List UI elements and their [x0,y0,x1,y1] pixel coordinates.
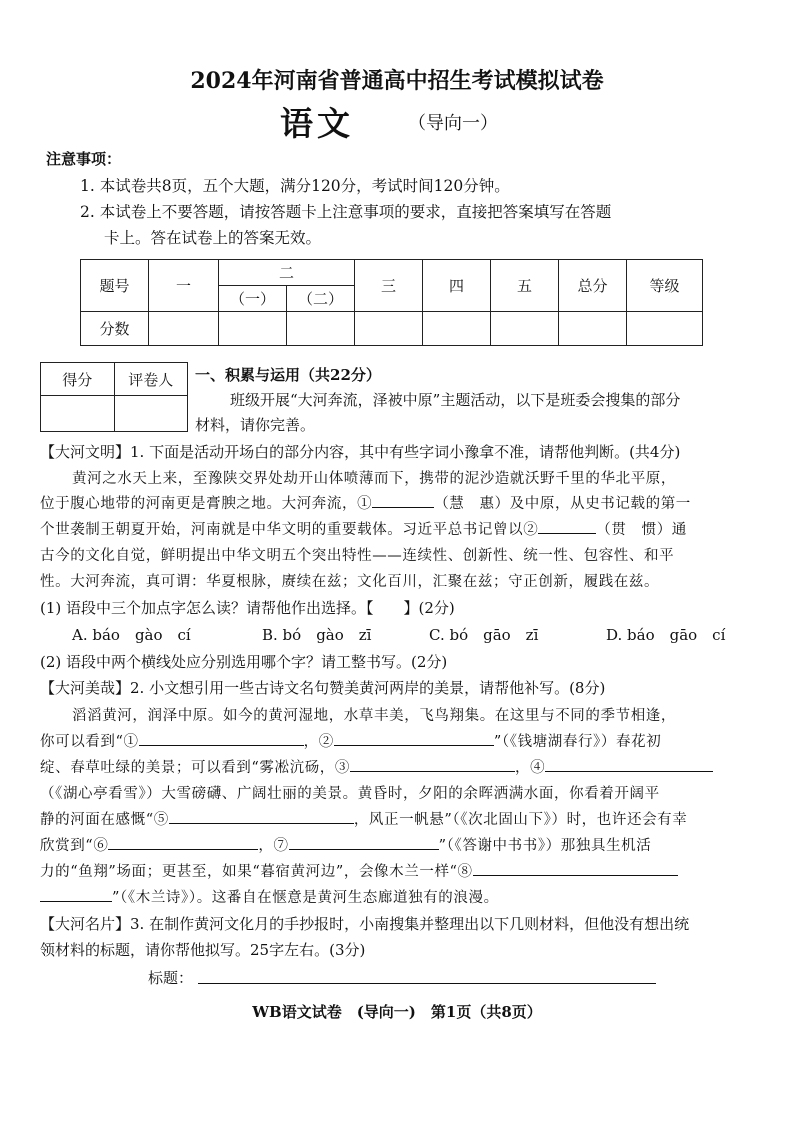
q1-passage-line-1: 黄河之水天上来，至豫陕交界处劫开山体喷薄而下，携带的泥沙造就沃野千里的华北平原， [72,471,676,487]
q3-title-label: 标题： [148,969,194,987]
cell-part-2-sub-1: （一） [219,286,287,312]
cell-part-4: 四 [423,260,491,312]
cell-part-2-sub-2: （二） [287,286,355,312]
q1-passage-2b: （慧 惠）及中原，从史书记载的第一 [434,496,691,512]
q2-line-6a: 欣赏到“⑥ [40,838,109,854]
q2-stem: 【大河美哉】2. 小文想引用一些古诗文名句赞美黄河两岸的美景，请帮他补写。(8分) [40,679,606,697]
section-1-intro-1: 班级开展“大河奔流，泽被中原”主题活动，以下是班委会搜集的部分 [230,391,681,409]
grader-name-label: 评卷人 [114,363,188,396]
q1-sub-2: (2) 语段中两个横线处应分别选用哪个字？请工整书写。(2分) [40,653,448,671]
grader-score-label: 得分 [41,363,115,396]
q1-passage-2a: 位于腹心地带的河南更是膏腴之地。大河奔流，① [40,496,373,512]
q3-stem-2: 领材料的标题，请你帮他拟写。25字左右。(3分) [40,941,366,959]
q2-line-5b: ，风正一帆悬”（《次北固山下》）时，也许还会有幸 [353,812,688,828]
q1-passage-line-2 [40,492,691,513]
q2-blank-3[interactable] [350,758,515,772]
page-footer: WB语文试卷 (导向一) 第1页（共8页） [252,1003,542,1021]
q2-blank-4[interactable] [545,758,713,772]
q1-option-b[interactable]: B. bó gào zī [262,626,372,644]
note-item-2a: 2. 本试卷上不要答题，请按答题卡上注意事项的要求，直接把答案填写在答题 [80,203,612,221]
q1-sub-1: (1) 语段中三个加点字怎么读？请帮他作出选择。【 】(2分) [40,599,455,617]
grader-box [40,362,188,432]
q2-line-3b: ，④ [515,760,546,776]
q1-passage-3b: （贯 惯）通 [596,522,687,538]
q2-line-4: （《湖心亭看雪》）大雪磅礴、广阔壮丽的美景。黄昏时，夕阳的余晖洒满水面，你看着开阔平 [40,786,660,802]
q2-line-8-text: ”（《木兰诗》）。这番自在惬意是黄河生态廊道独有的浪漫。 [112,890,499,906]
q2-line-5a: 静的河面在感慨“⑤ [40,812,169,828]
q2-line-3 [40,756,713,777]
cell-part-2: 二 [219,260,355,286]
q1-option-c[interactable]: C. bó gāo zī [429,626,539,644]
q2-line-3a: 绽、春草吐绿的美景；可以看到“雾凇沆砀，③ [40,760,351,776]
q1-option-d[interactable]: D. báo gāo cí [606,626,726,644]
q2-blank-6[interactable] [108,836,258,850]
cell-part-3: 三 [355,260,423,312]
exam-title: 2024年河南省普通高中招生考试模拟试卷 [190,68,604,94]
guide-label: （导向一） [408,113,498,134]
q2-line-2 [40,730,661,751]
q2-line-5 [40,808,687,829]
score-input-grade[interactable] [627,312,703,346]
score-input-3[interactable] [355,312,423,346]
note-item-2b: 卡上。答在试卷上的答案无效。 [104,229,322,247]
grader-score-cell[interactable] [41,396,115,432]
score-input-total[interactable] [559,312,627,346]
q2-line-8 [40,886,499,907]
q1-stem: 【大河文明】1. 下面是活动开场白的部分内容，其中有些字词小豫拿不准，请帮他判断。(共4分) [40,443,681,461]
cell-part-5: 五 [491,260,559,312]
notes-heading: 注意事项： [46,150,122,168]
score-input-4[interactable] [423,312,491,346]
q1-option-a[interactable]: A. báo gào cí [72,626,191,644]
grader-name-cell[interactable] [114,396,188,432]
q2-line-2c: ”（《钱塘湖春行》）春花初 [493,734,662,750]
q1-blank-1[interactable] [372,494,434,508]
subject-title: 语文 [280,104,354,143]
q2-line-6c: ”（《答谢中书书》）那独具生机活 [438,838,652,854]
cell-total: 总分 [559,260,627,312]
score-input-2b[interactable] [287,312,355,346]
q2-blank-1[interactable] [139,732,304,746]
cell-score-label: 分数 [81,312,149,346]
q1-passage-line-5: 性。大河奔流，真可谓：华夏根脉，赓续在兹；文化百川，汇聚在兹；守正创新，履践在兹。 [40,574,660,590]
cell-part-1: 一 [149,260,219,312]
note-item-1: 1. 本试卷共8页，五个大题，满分120分，考试时间120分钟。 [80,177,510,195]
q1-passage-3a: 个世袭制王朝夏开始，河南就是中华文明的重要载体。习近平总书记曾以② [40,522,539,538]
q3-stem-1: 【大河名片】3. 在制作黄河文化月的手抄报时，小南搜集并整理出以下几则材料，但他没有想出统 [40,915,690,933]
score-input-2a[interactable] [219,312,287,346]
score-input-5[interactable] [491,312,559,346]
q2-blank-7[interactable] [289,836,439,850]
q1-passage-line-4: 古今的文化自觉，鲜明提出中华文明五个突出特性——连续性、创新性、统一性、包容性、和平 [40,548,675,564]
q2-blank-5[interactable] [169,810,354,824]
q3-title-line[interactable] [198,983,656,984]
cell-grade: 等级 [627,260,703,312]
q2-blank-8b[interactable] [40,888,112,902]
score-input-1[interactable] [149,312,219,346]
q2-line-6 [40,834,651,855]
q2-line-1: 滔滔黄河，润泽中原。如今的黄河湿地，水草丰美，飞鸟翔集。在这里与不同的季节相逢， [72,708,676,724]
q1-passage-line-3 [40,518,687,539]
score-table [80,259,703,346]
q2-line-2b: ，② [303,734,334,750]
section-1-intro-2: 材料，请你完善。 [195,416,316,434]
q2-line-7 [40,860,678,881]
q2-line-6b: ，⑦ [258,838,289,854]
q2-blank-2[interactable] [334,732,494,746]
cell-question-no: 题号 [81,260,149,312]
q1-blank-2[interactable] [538,520,596,534]
q2-line-2a: 你可以看到“① [40,734,139,750]
section-1-heading: 一、积累与运用（共22分） [195,366,381,384]
q2-line-7a: 力的“鱼翔”场面；更甚至，如果“暮宿黄河边”，会像木兰一样“⑧ [40,864,473,880]
q2-blank-8a[interactable] [473,862,678,876]
